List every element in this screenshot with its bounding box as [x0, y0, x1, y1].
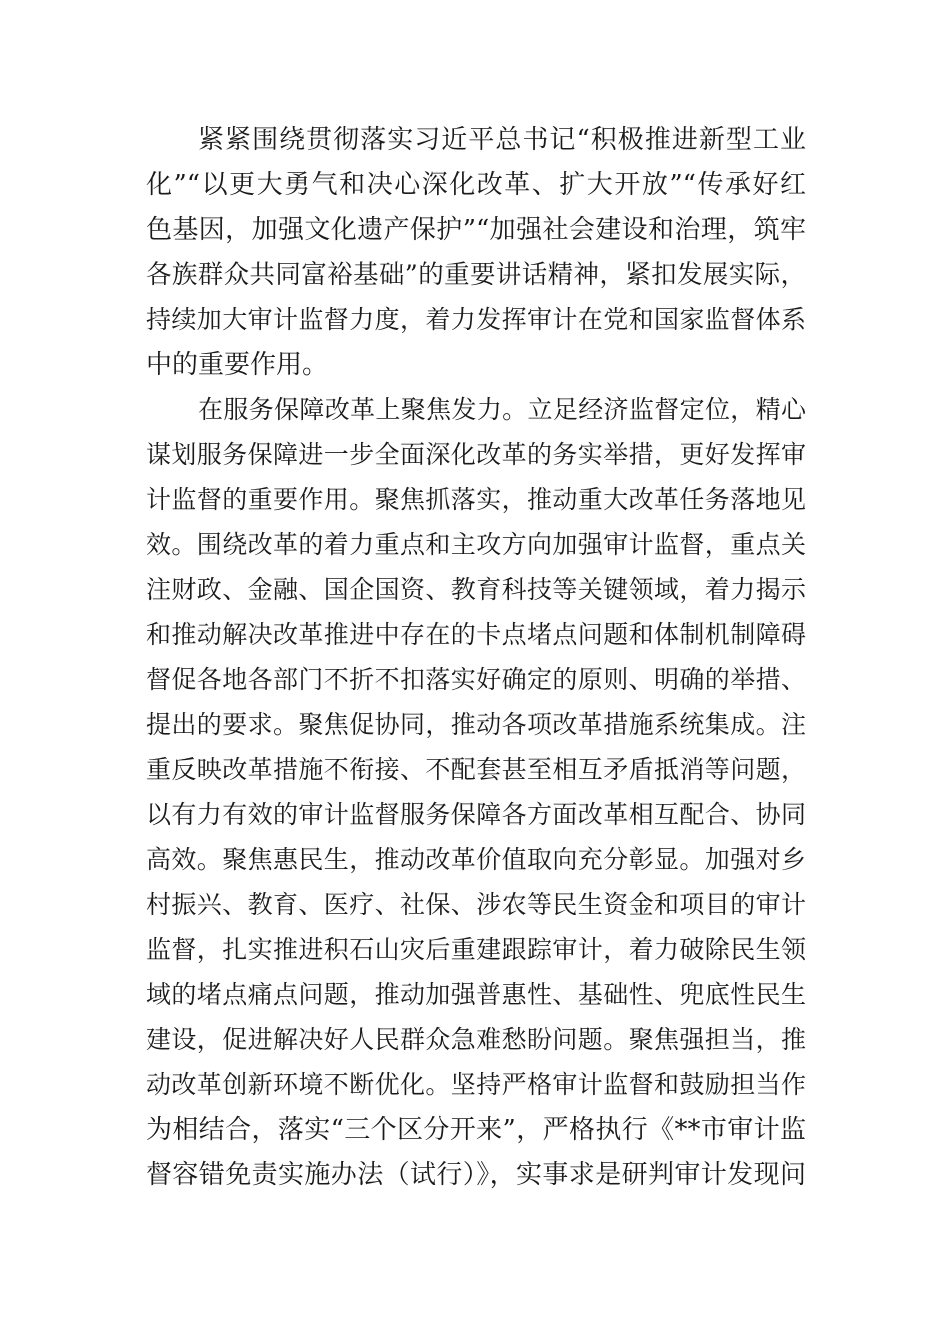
text-line: 在服务保障改革上聚焦发力。立足经济监督定位，精心	[198, 395, 806, 424]
text-line: 和推动解决改革推进中存在的卡点堵点问题和体制机制障碍	[146, 620, 806, 649]
text-line: 以有力有效的审计监督服务保障各方面改革相互配合、协同	[146, 800, 806, 829]
text-line: 监督，扎实推进积石山灾后重建跟踪审计，着力破除民生领	[146, 935, 806, 964]
text-line: 为相结合，落实“三个区分开来”，严格执行《**市审计监	[146, 1115, 806, 1145]
text-line: 督促各地各部门不折不扣落实好确定的原则、明确的举措、	[146, 665, 806, 694]
text-line: 各族群众共同富裕基础”的重要讲话精神，紧扣发展实际，	[146, 260, 806, 290]
text-line: 效。围绕改革的着力重点和主攻方向加强审计监督，重点关	[146, 530, 806, 559]
text-line: 色基因，加强文化遗产保护”“加强社会建设和治理，筑牢	[146, 215, 806, 245]
text-line: 中的重要作用。	[146, 350, 329, 380]
text-line: 村振兴、教育、医疗、社保、涉农等民生资金和项目的审计	[146, 890, 806, 919]
text-line: 谋划服务保障进一步全面深化改革的务实举措，更好发挥审	[146, 440, 806, 469]
text-line: 高效。聚焦惠民生，推动改革价值取向充分彰显。加强对乡	[146, 845, 806, 874]
text-line: 注财政、金融、国企国资、教育科技等关键领域，着力揭示	[146, 575, 806, 604]
text-line: 计监督的重要作用。聚焦抓落实，推动重大改革任务落地见	[146, 485, 806, 514]
text-line: 重反映改革措施不衔接、不配套甚至相互矛盾抵消等问题，	[146, 755, 806, 784]
text-line: 动改革创新环境不断优化。坚持严格审计监督和鼓励担当作	[146, 1070, 806, 1099]
text-line: 督容错免责实施办法（试行）》，实事求是研判审计发现问	[146, 1160, 806, 1190]
text-line: 建设，促进解决好人民群众急难愁盼问题。聚焦强担当，推	[146, 1025, 806, 1054]
text-line: 提出的要求。聚焦促协同，推动各项改革措施系统集成。注	[146, 710, 806, 739]
text-line: 域的堵点痛点问题，推动加强普惠性、基础性、兜底性民生	[146, 980, 806, 1009]
text-line: 紧紧围绕贯彻落实习近平总书记“积极推进新型工业	[198, 125, 806, 155]
text-line: 持续加大审计监督力度，着力发挥审计在党和国家监督体系	[146, 305, 806, 334]
text-line: 化”“以更大勇气和决心深化改革、扩大开放”“传承好红	[146, 170, 806, 200]
